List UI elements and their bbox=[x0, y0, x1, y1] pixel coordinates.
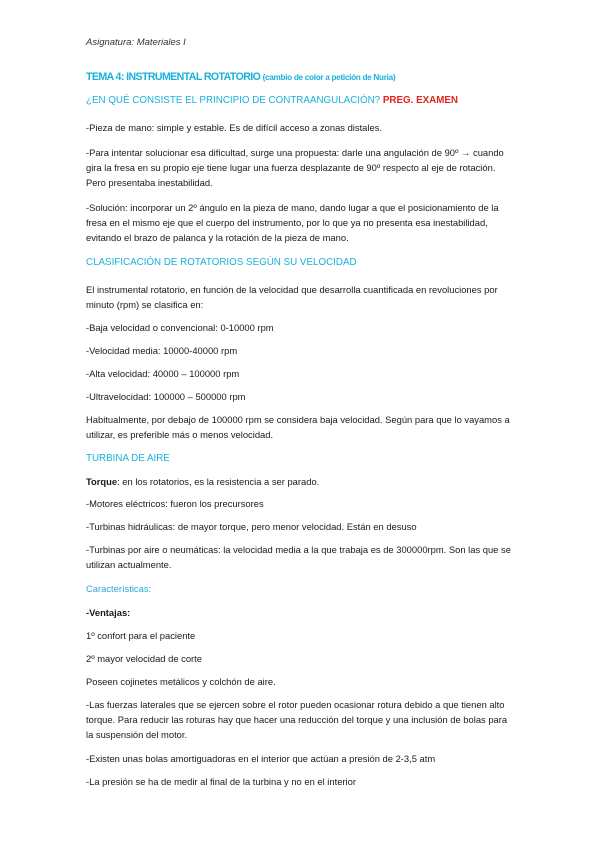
paragraph: -Turbinas hidráulicas: de mayor torque, pero menor velocidad. Están en desuso bbox=[86, 521, 417, 532]
advantages-label: -Ventajas: bbox=[86, 607, 131, 618]
section-heading: TURBINA DE AIRE bbox=[86, 453, 170, 464]
torque-text: : en los rotatorios, es la resistencia a ser parado. bbox=[117, 476, 320, 487]
speed-item: -Ultravelocidad: 100000 – 500000 rpm bbox=[86, 391, 246, 402]
paragraph: -Las fuerzas laterales que se ejercen sobre el rotor pueden ocasionar rotura debido a que tienen alto torque. Para reducir las roturas hay que hacer una reducción del torque y una inclusión de bolas para la suspensión del motor. bbox=[86, 699, 508, 740]
paragraph: -Motores eléctricos: fueron los precursores bbox=[86, 498, 264, 509]
title-main: TEMA 4: INSTRUMENTAL ROTATORIO bbox=[86, 71, 261, 83]
paragraph: Habitualmente, por debajo de 100000 rpm se considera baja velocidad. Según para que lo vayamos a utilizar, es preferible más o menos velocidad. bbox=[86, 414, 510, 440]
torque-definition bbox=[86, 474, 514, 489]
paragraph: -La presión se ha de medir al final de la turbina y no en el interior bbox=[86, 776, 356, 787]
exam-badge: PREG. EXAMEN bbox=[382, 95, 458, 106]
torque-label: Torque bbox=[86, 476, 118, 487]
question-heading bbox=[86, 94, 514, 108]
subsection-heading: Características: bbox=[86, 583, 152, 594]
title-note: (cambio de color a petición de Nuria) bbox=[262, 73, 396, 82]
paragraph: Poseen cojinetes metálicos y colchón de aire. bbox=[86, 676, 276, 687]
document-title bbox=[86, 70, 514, 85]
paragraph: El instrumental rotatorio, en función de la velocidad que desarrolla cuantificada en revoluciones por minuto (rpm) se clasifica en: bbox=[86, 284, 498, 310]
speed-item: -Baja velocidad o convencional: 0-10000 rpm bbox=[86, 322, 274, 333]
page-header: Asignatura: Materiales I bbox=[86, 37, 186, 48]
paragraph: -Pieza de mano: simple y estable. Es de difícil acceso a zonas distales. bbox=[86, 122, 382, 133]
question-text: ¿EN QUÉ CONSISTE EL PRINCIPIO DE CONTRAANGULACIÓN? bbox=[86, 95, 381, 106]
paragraph: -Existen unas bolas amortiguadoras en el interior que actúan a presión de 2-3,5 atm bbox=[86, 753, 436, 764]
speed-item: -Alta velocidad: 40000 – 100000 rpm bbox=[86, 368, 240, 379]
paragraph: -Turbinas por aire o neumáticas: la velocidad media a la que trabaja es de 300000rpm. Son las que se utilizan actualmente. bbox=[86, 544, 511, 570]
advantage-item: 1º confort para el paciente bbox=[86, 630, 196, 641]
paragraph: -Solución: incorporar un 2º ángulo en la pieza de mano, dando lugar a que el posicionamiento de la fresa en el mismo eje que el cuerpo del instrumento, por lo que ya no presenta esa inestabilidad, evitando el brazo de palanca y la rotación de la pieza de mano. bbox=[86, 202, 499, 243]
document-body bbox=[86, 70, 514, 789]
speed-item: -Velocidad media: 10000-40000 rpm bbox=[86, 345, 238, 356]
advantage-item: 2º mayor velocidad de corte bbox=[86, 653, 202, 664]
paragraph: -Para intentar solucionar esa dificultad, surge una propuesta: darle una angulación de 90º → cuando gira la fresa en su propio eje tiene lugar una fuerza desplazante de 90º respecto al eje de rotación. Pero presentaba inestabilidad. bbox=[86, 147, 504, 188]
section-heading: CLASIFICACIÓN DE ROTATORIOS SEGÚN SU VELOCIDAD bbox=[86, 257, 357, 268]
